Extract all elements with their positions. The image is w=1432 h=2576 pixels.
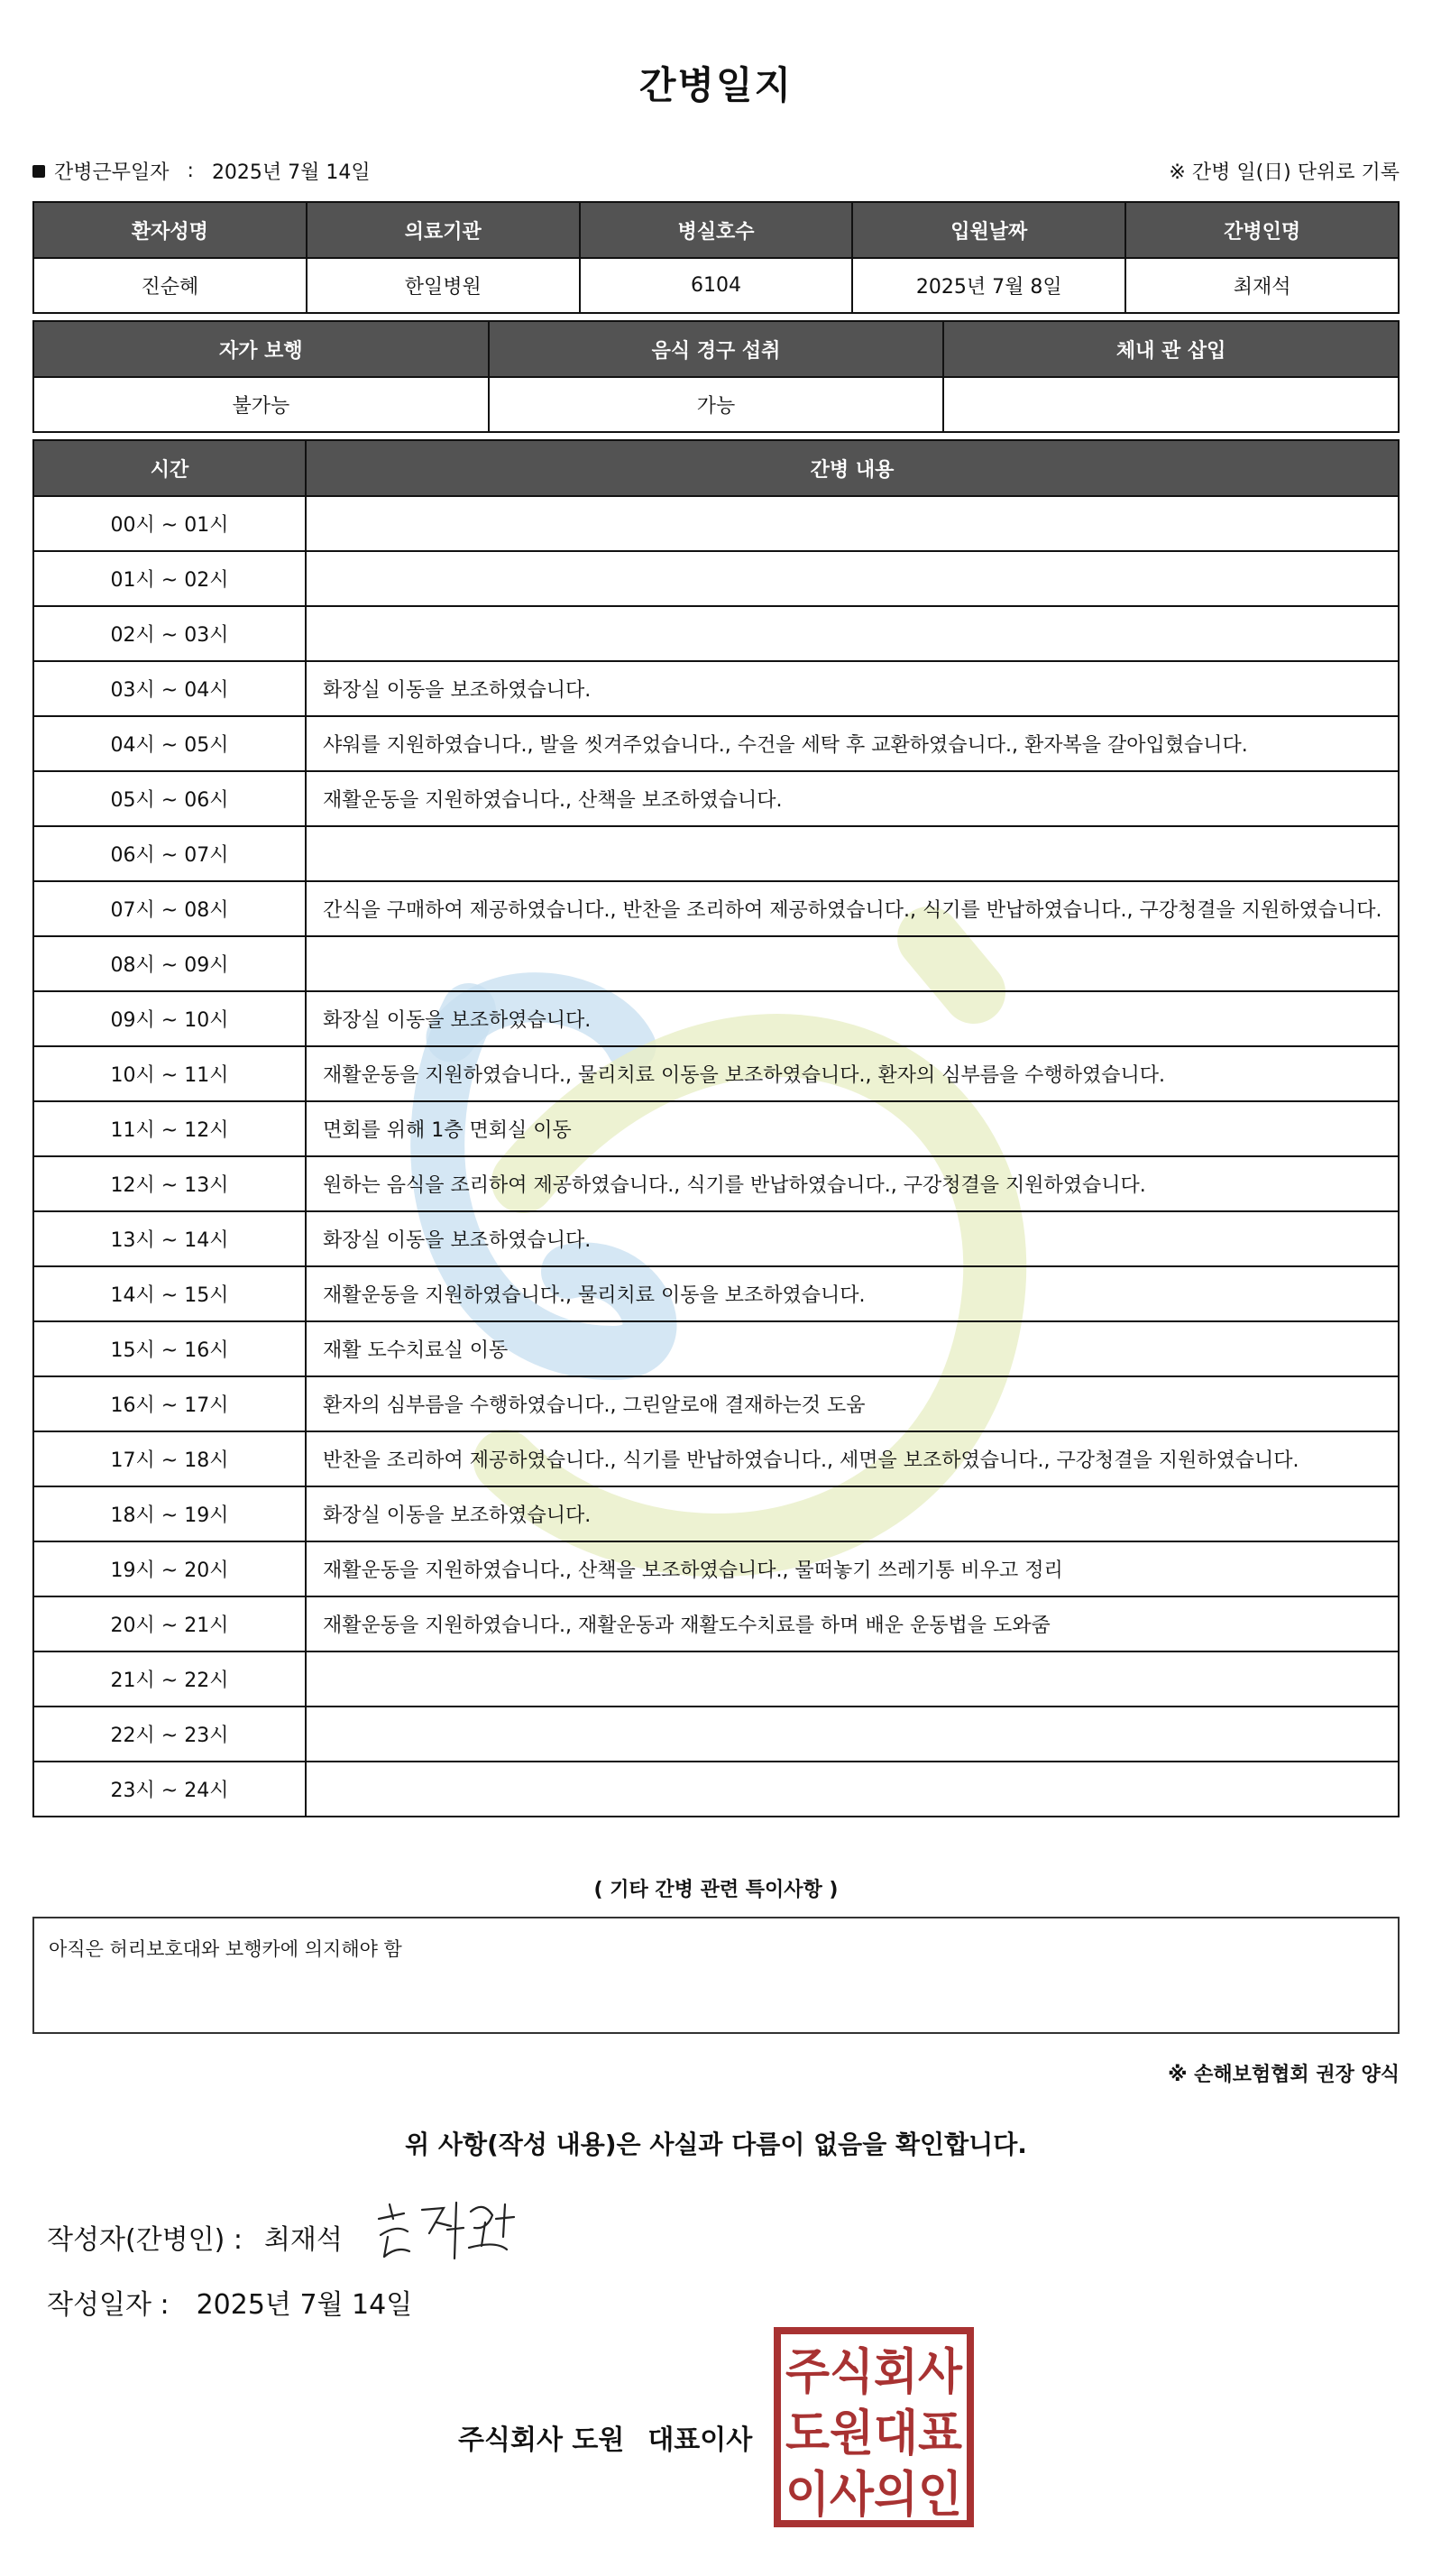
log-row — [33, 496, 1399, 551]
work-date-label: 간병근무일자 — [54, 161, 170, 184]
log-content: 샤워를 지원하였습니다., 발을 씻겨주었습니다., 수건을 세탁 후 교환하였습니다., 환자복을 갈아입혔습니다. — [306, 716, 1399, 771]
svg-text:도원대표: 도원대표 — [785, 2405, 962, 2461]
log-time: 23시 ~ 24시 — [33, 1762, 306, 1817]
log-row — [33, 716, 1399, 771]
log-time: 01시 ~ 02시 — [33, 551, 306, 606]
log-time: 20시 ~ 21시 — [33, 1596, 306, 1651]
log-row — [33, 771, 1399, 826]
notes-title: ( 기타 간병 관련 특이사항 ) — [593, 1879, 839, 1901]
header-room: 병실호수 — [580, 202, 853, 258]
patient-status-table — [32, 320, 1400, 433]
log-content: 간식을 구매하여 제공하였습니다., 반찬을 조리하여 제공하였습니다., 식기를 반납하였습니다., 구강청결을 지원하였습니다. — [306, 881, 1399, 936]
log-time: 08시 ~ 09시 — [33, 936, 306, 991]
log-content: 화장실 이동을 보조하였습니다. — [306, 1211, 1399, 1266]
log-content — [306, 1707, 1399, 1762]
log-time: 03시 ~ 04시 — [33, 661, 306, 716]
log-row — [33, 1707, 1399, 1762]
form-source-note: ※ 손해보험협회 권장 양식 — [1168, 2064, 1400, 2086]
log-time: 00시 ~ 01시 — [33, 496, 306, 551]
log-time: 10시 ~ 11시 — [33, 1046, 306, 1101]
work-date-line — [32, 157, 371, 185]
log-time: 17시 ~ 18시 — [33, 1431, 306, 1486]
header-hospital: 의료기관 — [307, 202, 580, 258]
writer-label: 작성자(간병인) : — [47, 2224, 243, 2256]
header-patient-name: 환자성명 — [33, 202, 307, 258]
log-content: 화장실 이동을 보조하였습니다. — [306, 661, 1399, 716]
log-content: 화장실 이동을 보조하였습니다. — [306, 1486, 1399, 1541]
log-time: 15시 ~ 16시 — [33, 1321, 306, 1376]
log-row — [33, 1046, 1399, 1101]
log-content: 재활운동을 지원하였습니다., 산책을 보조하였습니다., 물떠놓기 쓰레기통 비우고 정리 — [306, 1541, 1399, 1596]
log-time: 21시 ~ 22시 — [33, 1651, 306, 1707]
log-row — [33, 661, 1399, 716]
log-content — [306, 1762, 1399, 1817]
header-self-walking: 자가 보행 — [33, 321, 489, 377]
header-care-content: 간병 내용 — [306, 440, 1399, 496]
log-time: 11시 ~ 12시 — [33, 1101, 306, 1156]
log-time: 13시 ~ 14시 — [33, 1211, 306, 1266]
log-row — [33, 1156, 1399, 1211]
company-name: 주식회사 도원 — [458, 2424, 625, 2456]
confirmation-statement: 위 사항(작성 내용)은 사실과 다름이 없음을 확인합니다. — [405, 2130, 1027, 2159]
log-row — [33, 1762, 1399, 1817]
log-content: 재활운동을 지원하였습니다., 물리치료 이동을 보조하였습니다. — [306, 1266, 1399, 1321]
svg-text:주식회사: 주식회사 — [785, 2343, 963, 2400]
log-content: 재활운동을 지원하였습니다., 산책을 보조하였습니다. — [306, 771, 1399, 826]
log-time: 14시 ~ 15시 — [33, 1266, 306, 1321]
svg-text:이사의인: 이사의인 — [785, 2466, 962, 2523]
log-row — [33, 606, 1399, 661]
room-number: 6104 — [580, 258, 853, 313]
header-admission-date: 입원날짜 — [852, 202, 1125, 258]
log-time: 05시 ~ 06시 — [33, 771, 306, 826]
written-date-line — [47, 2282, 412, 2322]
hospital-name: 한일병원 — [307, 258, 580, 313]
log-content: 원하는 음식을 조리하여 제공하였습니다., 식기를 반납하였습니다., 구강청결을 지원하였습니다. — [306, 1156, 1399, 1211]
square-bullet-icon — [32, 165, 45, 178]
log-content — [306, 606, 1399, 661]
representative-title: 대표이사 — [647, 2424, 753, 2456]
log-time: 18시 ~ 19시 — [33, 1486, 306, 1541]
log-content: 화장실 이동을 보조하였습니다. — [306, 991, 1399, 1046]
log-content: 반찬을 조리하여 제공하였습니다., 식기를 반납하였습니다., 세면을 보조하였습니다., 구강청결을 지원하였습니다. — [306, 1431, 1399, 1486]
log-time: 06시 ~ 07시 — [33, 826, 306, 881]
log-row — [33, 1266, 1399, 1321]
log-time: 04시 ~ 05시 — [33, 716, 306, 771]
log-time: 07시 ~ 08시 — [33, 881, 306, 936]
work-date-value: 2025년 7월 14일 — [211, 161, 371, 184]
log-row — [33, 1431, 1399, 1486]
log-time: 22시 ~ 23시 — [33, 1707, 306, 1762]
log-content: 재활 도수치료실 이동 — [306, 1321, 1399, 1376]
log-row — [33, 1376, 1399, 1431]
header-time: 시간 — [33, 440, 306, 496]
written-date-value: 2025년 7월 14일 — [196, 2289, 413, 2321]
handwritten-signature — [370, 2192, 532, 2273]
company-seal — [774, 2327, 974, 2527]
self-walking-value: 불가능 — [33, 377, 489, 432]
care-log-table — [32, 439, 1400, 1817]
log-content: 환자의 심부름을 수행하였습니다., 그린알로애 결재하는것 도움 — [306, 1376, 1399, 1431]
log-row — [33, 1211, 1399, 1266]
writer-name: 최재석 — [263, 2224, 343, 2256]
written-date-label: 작성일자 : — [47, 2289, 170, 2321]
log-row — [33, 1541, 1399, 1596]
writer-line — [47, 2217, 343, 2257]
header-oral-intake: 음식 경구 섭취 — [489, 321, 944, 377]
patient-name: 진순혜 — [33, 258, 307, 313]
header-caregiver: 간병인명 — [1125, 202, 1399, 258]
log-time: 16시 ~ 17시 — [33, 1376, 306, 1431]
log-content — [306, 551, 1399, 606]
log-row — [33, 1321, 1399, 1376]
notes-box — [32, 1917, 1400, 2034]
header-tube-insertion: 체내 관 삽입 — [943, 321, 1399, 377]
log-content — [306, 826, 1399, 881]
caregiver-name: 최재석 — [1125, 258, 1399, 313]
log-time: 09시 ~ 10시 — [33, 991, 306, 1046]
log-time: 12시 ~ 13시 — [33, 1156, 306, 1211]
log-content: 재활운동을 지원하였습니다., 재활운동과 재활도수치료를 하며 배운 운동법을 도와줌 — [306, 1596, 1399, 1651]
log-row — [33, 881, 1399, 936]
log-time: 19시 ~ 20시 — [33, 1541, 306, 1596]
log-row — [33, 551, 1399, 606]
log-content — [306, 1651, 1399, 1707]
tube-insertion-value — [943, 377, 1399, 432]
oral-intake-value: 가능 — [489, 377, 944, 432]
log-row — [33, 936, 1399, 991]
log-content: 재활운동을 지원하였습니다., 물리치료 이동을 보조하였습니다., 환자의 심부름을 수행하였습니다. — [306, 1046, 1399, 1101]
log-row — [33, 1101, 1399, 1156]
log-content — [306, 496, 1399, 551]
work-date-colon: : — [187, 160, 194, 182]
log-content: 면회를 위해 1층 면회실 이동 — [306, 1101, 1399, 1156]
company-line — [458, 2417, 752, 2457]
notes-text: 아직은 허리보호대와 보행카에 의지해야 함 — [49, 1938, 402, 1960]
log-content — [306, 936, 1399, 991]
log-row — [33, 991, 1399, 1046]
log-row — [33, 1651, 1399, 1707]
daily-record-note: ※ 간병 일(日) 단위로 기록 — [1169, 161, 1400, 184]
log-row — [33, 1486, 1399, 1541]
patient-info-table — [32, 201, 1400, 314]
log-row — [33, 826, 1399, 881]
document-title: 간병일지 — [638, 63, 794, 107]
log-row — [33, 1596, 1399, 1651]
log-time: 02시 ~ 03시 — [33, 606, 306, 661]
admission-date: 2025년 7월 8일 — [852, 258, 1125, 313]
